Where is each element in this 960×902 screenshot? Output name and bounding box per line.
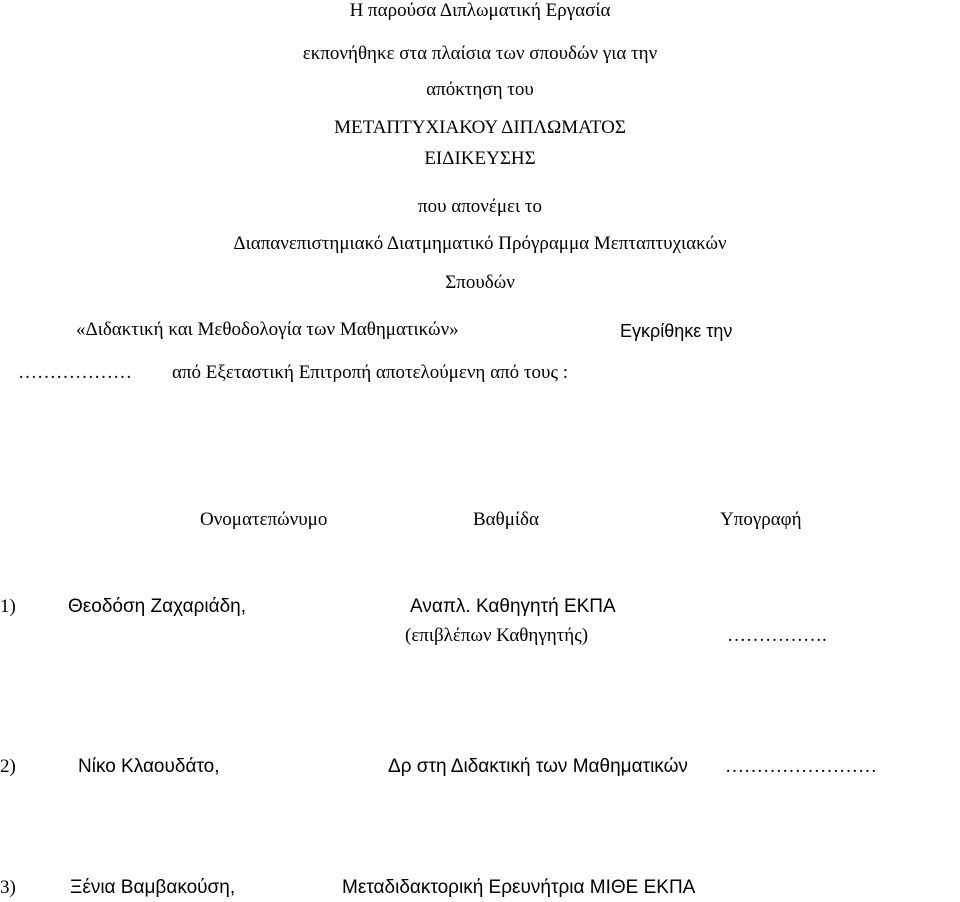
approval-date-blank: ……………… xyxy=(18,362,132,383)
member-name: Ξένια Βαμβακούση, xyxy=(70,877,236,898)
member-role-note: (επιβλέπων Καθηγητής) xyxy=(405,625,589,646)
doc-title: Η παρούσα Διπλωματική Εργασία xyxy=(349,0,611,21)
program-specialization: «Διδακτική και Μεθοδολογία των Μαθηματικών» xyxy=(76,319,459,340)
row-number: 1) xyxy=(0,596,16,617)
member-rank: Αναπλ. Καθηγητή ΕΚΠΑ xyxy=(410,596,616,617)
intro-line: απόκτηση του xyxy=(426,79,534,100)
member-name: Νίκο Κλαουδάτο, xyxy=(78,756,220,777)
intro-line: εκπονήθηκε στα πλαίσια των σπουδών για την xyxy=(302,43,658,64)
header-rank: Βαθμίδα xyxy=(473,509,539,530)
intro-line: που απονέμει το xyxy=(417,196,543,217)
header-signature: Υπογραφή xyxy=(720,509,802,530)
program-name-cont: Σπουδών xyxy=(445,272,515,293)
member-rank: Δρ στη Διδακτική των Μαθηματικών xyxy=(388,756,688,777)
header-name: Ονοματεπώνυμο xyxy=(200,509,328,530)
signature-line: …………………… xyxy=(725,756,877,777)
member-rank: Μεταδιδακτορική Ερευνήτρια ΜΙΘΕ ΕΚΠΑ xyxy=(342,877,696,898)
signature-line: ……………. xyxy=(727,625,827,646)
row-number: 3) xyxy=(0,877,16,898)
degree-title: ΜΕΤΑΠΤΥΧΙΑΚΟΥ ΔΙΠΛΩΜΑΤΟΣ xyxy=(334,117,626,138)
committee-intro: από Εξεταστική Επιτροπή αποτελούμενη από τους : xyxy=(172,362,569,383)
degree-subtitle: ΕΙΔΙΚΕΥΣΗΣ xyxy=(424,148,536,169)
program-name: Διαπανεπιστημιακό Διατμηματικό Πρόγραμμα Μεπταπτυχιακών xyxy=(233,233,727,254)
row-number: 2) xyxy=(0,756,16,777)
approval-date-label: Εγκρίθηκε την xyxy=(620,321,733,341)
member-name: Θεοδόση Ζαχαριάδη, xyxy=(68,596,247,617)
